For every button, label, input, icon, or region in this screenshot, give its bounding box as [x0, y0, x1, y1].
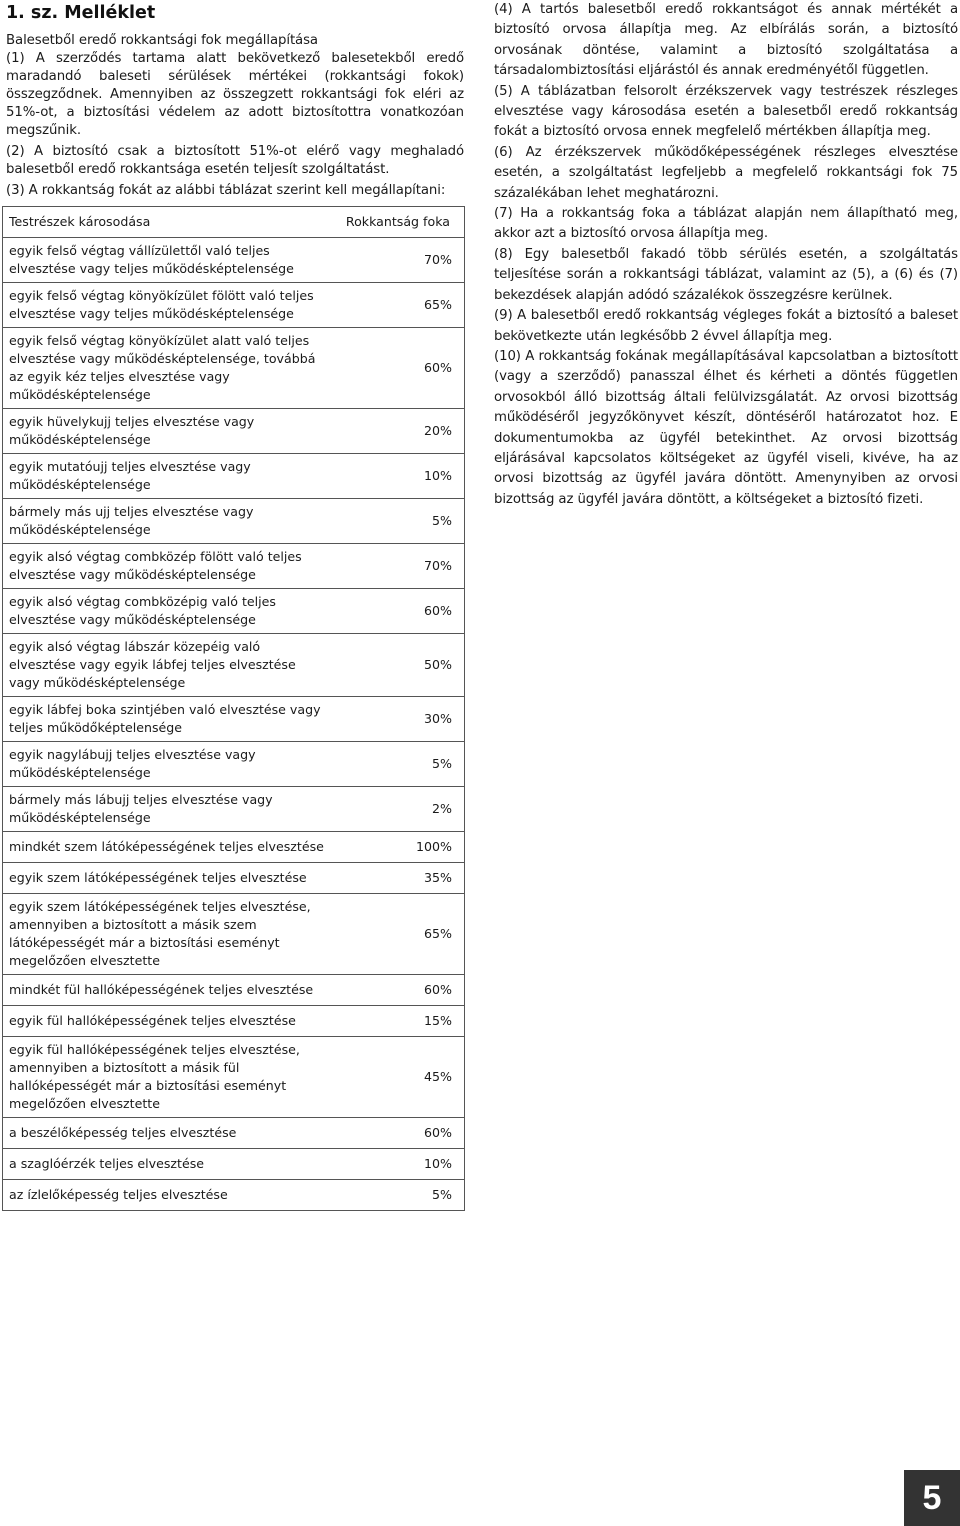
paragraph-5: (5) A táblázatban felsorolt érzékszervek vagy testrészek részleges elvesztése vagy károsodása esetén a balesetből eredő rokkantság fokát a biztosító orvosa ennek megfelelő mértékben állapítja meg.	[494, 83, 958, 140]
row-text: a szaglóérzék teljes elvesztése	[3, 1149, 342, 1180]
row-percent: 70%	[342, 238, 465, 283]
row-text: egyik szem látóképességének teljes elvesztése	[3, 863, 342, 894]
paragraph-3: (3) A rokkantság fokát az alábbi táblázat szerint kell megállapítani:	[6, 183, 446, 198]
paragraph-1: (1) A szerződés tartama alatt bekövetkező balesetekből eredő maradandó baleseti sérülések mértékei (rokkantsági fokok) összegződnek. Amennyiben az összegzett rokkantsági fok eléri az 51%-ot, a biztosítási védelem az adott biztosítottra vonatkozóan megszűnik.	[6, 51, 464, 138]
table-row	[3, 544, 465, 589]
row-percent: 15%	[342, 1006, 465, 1037]
page-title: 1. sz. Melléklet	[6, 3, 156, 23]
row-text: bármely más ujj teljes elvesztése vagy működésképtelensége	[3, 499, 342, 544]
row-percent: 65%	[342, 894, 465, 975]
row-percent: 10%	[342, 1149, 465, 1180]
row-text: egyik alsó végtag combközép fölött való teljes elvesztése vagy működésképtelensége	[3, 544, 342, 589]
table-row	[3, 863, 465, 894]
row-percent: 100%	[342, 832, 465, 863]
row-percent: 35%	[342, 863, 465, 894]
right-column	[494, 0, 958, 510]
table-row	[3, 283, 465, 328]
paragraph-8: (8) Egy balesetből fakadó több sérülés esetén, a szolgáltatás teljesítése során a rokkantsági táblázat, valamint az (5), a (6) és (7) bekezdések alapján adódó százalékok összegzésre kerülnek.	[494, 246, 958, 303]
table-row	[3, 1180, 465, 1211]
row-text: mindkét fül hallóképességének teljes elvesztése	[3, 975, 342, 1006]
table-row	[3, 634, 465, 697]
table-row	[3, 499, 465, 544]
row-text: egyik fül hallóképességének teljes elvesztése	[3, 1006, 342, 1037]
row-percent: 60%	[342, 1118, 465, 1149]
table-row	[3, 454, 465, 499]
row-percent: 5%	[342, 1180, 465, 1211]
table-row	[3, 1118, 465, 1149]
row-text: egyik szem látóképességének teljes elvesztése, amennyiben a biztosított a másik szem látóképességét már a biztosítási eseményt megelőzően elvesztette	[3, 894, 342, 975]
paragraph-2: (2) A biztosító csak a biztosított 51%-ot elérő vagy meghaladó balesetből eredő rokkantsága esetén teljesít szolgáltatást.	[6, 144, 464, 177]
table-row	[3, 787, 465, 832]
paragraph-6: (6) Az érzékszervek működőképességének részleges elvesztése esetén, a szolgáltatást legfeljebb a megfelelő rokkantsági fok 75 százalékában lehet meghatározni.	[494, 144, 958, 201]
row-text: egyik nagylábujj teljes elvesztése vagy működésképtelensége	[3, 742, 342, 787]
row-percent: 70%	[342, 544, 465, 589]
paragraph-7: (7) Ha a rokkantság foka a táblázat alapján nem állapítható meg, akkor azt a biztosító orvosa állapítja meg.	[494, 206, 958, 242]
row-text: egyik hüvelykujj teljes elvesztése vagy működésképtelensége	[3, 409, 342, 454]
row-percent: 60%	[342, 975, 465, 1006]
row-text: egyik alsó végtag combközépig való teljes elvesztése vagy működésképtelensége	[3, 589, 342, 634]
row-text: egyik felső végtag vállízülettől való teljes elvesztése vagy teljes működésképtelensége	[3, 238, 342, 283]
table-row	[3, 894, 465, 975]
row-percent: 5%	[342, 499, 465, 544]
row-text: egyik felső végtag könyökízület alatt való teljes elvesztése vagy működésképtelensége, továbbá az egyik kéz teljes elvesztése vagy működésképtelensége	[3, 328, 342, 409]
table-row	[3, 697, 465, 742]
paragraph-4: (4) A tartós balesetből eredő rokkantságot és annak mértékét a biztosító orvosa állapítja meg. Az elbírálás során, a biztosító orvosának döntése, valamint a biztosító szolgáltatása a társadalombiztosítási eljárástól és annak eredményétől független.	[494, 2, 958, 79]
row-percent: 50%	[342, 634, 465, 697]
row-text: az ízlelőképesség teljes elvesztése	[3, 1180, 342, 1211]
table-row	[3, 742, 465, 787]
row-percent: 5%	[342, 742, 465, 787]
row-text: egyik mutatóujj teljes elvesztése vagy működésképtelensége	[3, 454, 342, 499]
table-row	[3, 328, 465, 409]
table-row	[3, 589, 465, 634]
table-row	[3, 975, 465, 1006]
row-percent: 60%	[342, 328, 465, 409]
section-heading: Balesetből eredő rokkantsági fok megállapítása	[6, 33, 318, 48]
paragraph-9: (9) A balesetből eredő rokkantság végleges fokát a biztosító a baleset bekövetkezte után legkésőbb 2 évvel állapítja meg.	[494, 308, 958, 344]
row-text: egyik lábfej boka szintjében való elvesztése vagy teljes működőképtelensége	[3, 697, 342, 742]
table-header-row	[3, 207, 465, 238]
table-row	[3, 832, 465, 863]
table-row	[3, 1149, 465, 1180]
table-row	[3, 1006, 465, 1037]
table-row	[3, 1037, 465, 1118]
header-body-parts: Testrészek károsodása	[3, 207, 342, 238]
table-row	[3, 409, 465, 454]
row-text: mindkét szem látóképességének teljes elvesztése	[3, 832, 342, 863]
row-percent: 10%	[342, 454, 465, 499]
row-text: egyik alsó végtag lábszár közepéig való elvesztése vagy egyik lábfej teljes elvesztése vagy működésképtelensége	[3, 634, 342, 697]
row-percent: 65%	[342, 283, 465, 328]
row-percent: 30%	[342, 697, 465, 742]
disability-table	[2, 206, 465, 1211]
row-percent: 60%	[342, 589, 465, 634]
row-text: a beszélőképesség teljes elvesztése	[3, 1118, 342, 1149]
header-disability-degree: Rokkantság foka	[342, 207, 465, 238]
left-column	[6, 32, 464, 200]
paragraph-10: (10) A rokkantság fokának megállapításával kapcsolatban a biztosított (vagy a szerződő) panasszal élhet és kérheti a döntés független orvosokból álló bizottság általi felülvizsgálatát. Az orvosi bizottság működéséről jegyzőkönyvet készít, döntéséről határozatot hoz. E dokumentumokba az ügyfél betekinthet. Az orvosi bizottság eljárásával kapcsolatos költségeket az ügyfél viseli, kivéve, ha az orvosi bizottság az ügyfél javára döntött. Amenynyiben az orvosi bizottság az ügyfél javára döntött, a költségeket a biztosító fizeti.	[494, 348, 958, 507]
row-text: bármely más lábujj teljes elvesztése vagy működésképtelensége	[3, 787, 342, 832]
row-text: egyik fül hallóképességének teljes elvesztése, amennyiben a biztosított a másik fül hallóképességét már a biztosítási eseményt megelőzően elvesztette	[3, 1037, 342, 1118]
row-percent: 20%	[342, 409, 465, 454]
row-percent: 2%	[342, 787, 465, 832]
table-row	[3, 238, 465, 283]
row-percent: 45%	[342, 1037, 465, 1118]
page-number-badge: 5	[904, 1470, 960, 1526]
row-text: egyik felső végtag könyökízület fölött való teljes elvesztése vagy teljes működésképtelensége	[3, 283, 342, 328]
